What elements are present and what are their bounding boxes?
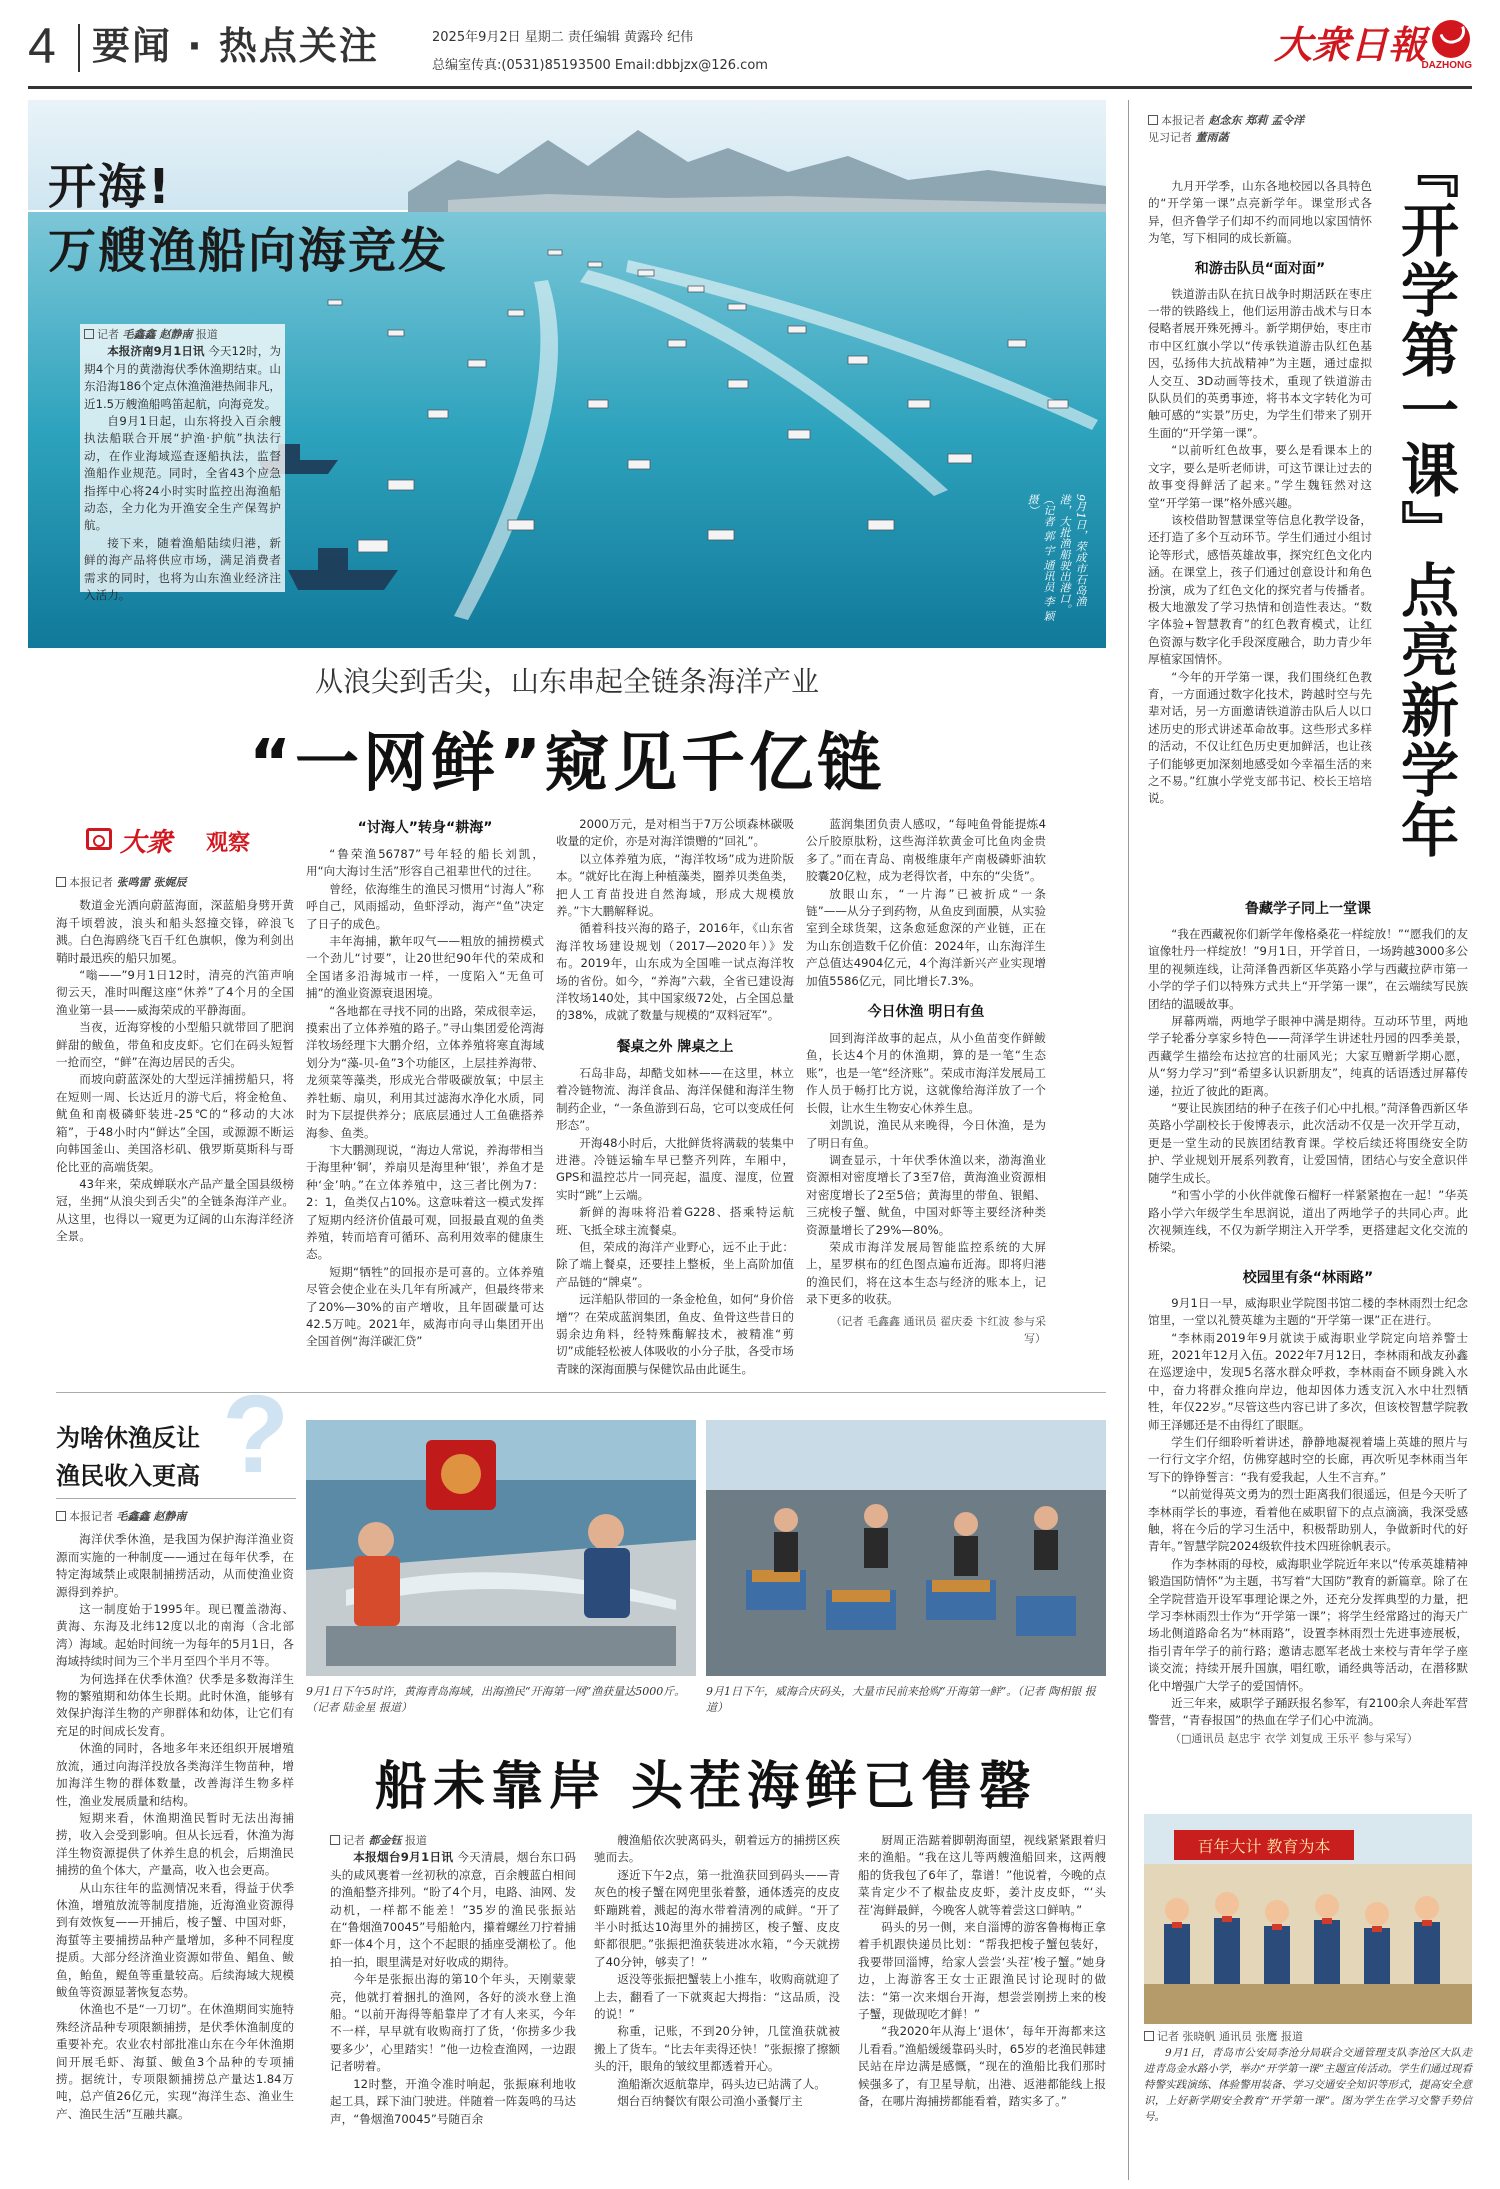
byline-box-icon: [56, 1511, 66, 1521]
paragraph: “我在西藏祝你们新学年像格桑花一样绽放！”“愿我们的友谊像牡丹一样绽放！”9月1日，开学首日，一场跨越3000多公里的视频连线，让菏泽鲁西新区华英路小学与西藏拉萨市第一小学的学子们以特殊方式共上“开学第一课”，在云端续写民族团结的温暖故事。: [1148, 927, 1468, 1011]
sidebar-title-line1: 为啥休渔反让: [56, 1424, 200, 1452]
paragraph: 2000万元，是对相当于7万公顷森林碳吸收量的定价，亦是对海洋馈赠的“回礼”。: [556, 817, 794, 849]
paragraph: 该校借助智慧课堂等信息化教学设备，还打造了多个互动环节。学生们通过小组讨论等形式，感悟英雄故事，探究红色文化内涵。在课堂上，孩子们通过创意设计和角色扮演，成为了红色文化的探究者与传播者。极大地激发了学习热情和创造性表达。“数字体验+智慧教育”的红色教育模式，让红色资源与数字化手段深度融合，助力青少年厚植家国情怀。: [1148, 512, 1372, 667]
paragraph: 放眼山东，“一片海”已被折成“一条链”——从分子到药物，从鱼皮到面膜，从实验室到全球货架，这条愈延愈深的产业链，正在为山东创造数千亿价值：2024年，山东海洋生产总值达4904亿元，4个海洋新兴产业实现增加值5586亿元，同比增长7.3%。: [806, 886, 1046, 988]
sidebar-byline: 本报记者 毛鑫鑫 赵静南: [56, 1508, 294, 1525]
photo-seafood-market: [706, 1420, 1106, 1676]
hero-photo-caption: 9月1日，荣成市石岛渔港，大批渔船驶出港口。（记者 郭 宇 通讯员 李 颖 摄）: [1026, 494, 1087, 622]
bottom-byline: 记者 都金钰 报道: [330, 1832, 576, 1849]
paragraph: 短期“牺牲”的回报亦是可喜的。立体养殖尽管会使企业在头几年有所减产，但最终带来了20%—30%的亩产增收，且年固碳量可达42.5万吨。2021年，威海市向寻山集团开出全国首例“海洋碳汇贷”: [306, 1264, 544, 1349]
camera-icon: [86, 828, 112, 850]
paragraph: 当夜，近海穿梭的小型船只就带回了肥润鲜甜的鲅鱼，带鱼和皮皮虾。它们在码头短暂一抢而空，“鲜”在海边居民的舌尖。: [56, 1020, 294, 1070]
page-number: 4: [28, 18, 56, 74]
bottom-column-3: [858, 1832, 1106, 2180]
subhead: “讨海人”转身“耕海”: [357, 820, 493, 836]
paragraph: 而坡向蔚蓝深处的大型远洋捕捞船只，将在短则一周、长达近月的游弋后，将金枪鱼、鱿鱼和南极磷虾装进-25℃的“移动的大冰箱”，于48小时内“鲜达”全国，或源源不断运向韩国釜山、美国洛杉矶、俄罗斯莫斯科与哥伦比亚的高端货架。: [56, 1072, 294, 1174]
paragraph: 蓝润集团负责人感叹，“每吨鱼骨能提炼4公斤胶原肽粉，这些海洋软黄金可比鱼肉金贵多了。”而在青岛、南极维康年产南极磷虾油软胶囊20亿粒，成为老得饮者，中东的“尖货”。: [806, 817, 1046, 884]
issue-date-line: 2025年9月2日 星期二 责任编辑 黄露玲 纪伟: [432, 30, 694, 45]
paragraph: 远洋船队带回的一条金枪鱼，如何“身价倍增”？在荣成蓝润集团，鱼皮、鱼骨这些昔日的弱余边角料，经特殊酶解技术，被精准“剪切”成能轻松被人体吸收的小分子肽，各受市场青睐的深海面膜与保健饮品由此诞生。: [556, 1292, 794, 1376]
subhead: 鲁藏学子同上一堂课: [1245, 901, 1371, 917]
vertical-headline: 『开学第一课』点亮新学年: [1391, 140, 1459, 860]
paragraph: “嗡——”9月1日12时，清亮的汽笛声响彻云天，准时叫醒这座“休养”了4个月的全国渔业第一县——威海荣成的平静海面。: [56, 968, 294, 1017]
right-byline-2: 见习记者 董雨菡: [1148, 131, 1229, 145]
paragraph: 本报烟台9月1日讯 今天清晨，烟台东口码头的咸风裹着一丝初秋的凉意，百余艘蓝白相间的渔船整齐排列。“盼了4个月，电路、油网、发动机，一样都不能差！”35岁的渔民张振站在“鲁烟渔70045”号船舱内，攥着螺丝刀拧着捕虾一体4个月，这个不起眼的插座受潮松了。他拍一拍，眼里满是对好收成的期待。: [330, 1850, 576, 1969]
header-rule: [28, 86, 1472, 89]
sidebar-title-line2: 渔民收入更高: [56, 1462, 200, 1490]
paragraph: 作为李林雨的母校，威海职业学院近年来以“传承英雄精神 锻造国防情怀”为主题，书写着“大国防”教育的新篇章。除了在全学院营造开设军事理论课之外，还充分发挥典型的力量，把学习李林雨烈士作为“开学第一课”；将学生经常路过的海天广场北侧道路命名为“林雨路”，设置李林雨烈士先进事迹展板，指引青年学子的前行路；邀请志愿军老战士来校与青年学子座谈交流；持续开展升国旗，唱红歌，诵经典等活动，在潜移默化中增强广大学子的爱国情怀。: [1148, 1556, 1468, 1693]
paragraph: 石岛非岛，却酷戈如林——在这里，林立着冷链物流、海洋食品、海洋保健和海洋生物制药企业，“一条鱼游到石岛，它可以变成任何形态”。: [556, 1065, 794, 1133]
paragraph: “以前觉得英文勇为的烈士距离我们很遥远，但是今天听了李林雨学长的事迹，看着他在威职留下的点点滴滴，我深受感触，将在今后的学习生活中，积极帮助别人，争做新时代的好青年。”智慧学院2024级软件技术四班徐帆表示。: [1148, 1487, 1468, 1554]
photo-school-caption: [1144, 2028, 1472, 2180]
paragraph: 艘渔船依次驶离码头，朝着远方的捕捞区疾驰而去。: [594, 1833, 840, 1865]
paragraph: 曾经，依海维生的渔民习惯用“讨海人”称呼自己，风雨摇动，鱼虾浮动，海产“鱼”决定了日子的成色。: [306, 881, 544, 931]
paragraph: 9月1日一早，威海职业学院图书馆二楼的李林雨烈士纪念馆里，一堂以礼赞英雄为主题的“开学第一课”正在进行。: [1148, 1295, 1468, 1328]
main-column-4: [806, 816, 1046, 1382]
hero-title-line1: 开海!: [48, 159, 172, 215]
hero-byline: 记者 毛鑫鑫 赵静南 报道: [84, 326, 281, 343]
subhead: 和游击队员“面对面”: [1194, 260, 1326, 277]
paragraph: “和雪小学的小伙伴就像石榴籽一样紧紧抱在一起！”华英路小学六年级学生牟思润说，道出了两地学子的共同心声。此次视频连线，不仅为新学期注入开学季，更搭建起文化交流的桥梁。: [1148, 1188, 1468, 1255]
paragraph: “我2020年从海上‘退休’，每年开海都来这儿看看。”渔船缓缓靠码头时，65岁的老渔民韩建民站在岸边满是感慨，“现在的渔船比我们那时候强多了，有卫星导航，出港、返港都能线上报备，在哪片海捕捞都能看着，踏实多了。”: [858, 2024, 1106, 2109]
paragraph: 称重，记账，不到20分钟，几筐渔获就被搬上了货车。“比去年卖得还快！”张振擦了擦额头的汗，眼角的皱纹里都透着开心。: [594, 2024, 840, 2074]
paragraph: “李林雨2019年9月就读于威海职业学院定向培养警士班，2021年12月入伍。2022年7月12日，李林雨和战友孙鑫在巡逻途中，发现5名落水群众呼救，李林雨奋不顾身跳入水中，奋力将群众推向岸边，他却因体力透支沉入水中壮烈牺牲，年仅22岁。”尽管这些内容已讲了多次，但该校智慧学院教师王泽娜还是不由得红了眼眶。: [1148, 1330, 1468, 1432]
paragraph: “今年的开学第一课，我们围绕红色教育，一方面通过数字化技术，跨越时空与先辈对话，另一方面邀请铁道游击队后人以口述历史的形式讲述革命故事。这些形式多样的活动，不仅让红色历史更加鲜活，也让孩子们能够更加深刻地感受如今幸福生活的来之不易。”红旗小学党支部书记、校长王培培说。: [1148, 669, 1372, 806]
paragraph: 43年来，荣成蝉联水产品产量全国县级榜冠，坐拥“从浪尖到舌尖”的全链条海洋产业。从这里，也得以一窥更为辽阔的山东海洋经济全景。: [56, 1176, 294, 1244]
right-column-upper: [1148, 178, 1372, 890]
paragraph: 铁道游击队在抗日战争时期活跃在枣庄一带的铁路线上，他们运用游击战术与日本侵略者展开殊死搏斗。新学期伊始，枣庄市市中区红旗小学以“传承铁道游击队红色基因，弘扬伟大抗战精神”为主题，通过虚拟人交互、3D动画等技术，重现了铁道游击队队员们的英勇事迹，将书本文字转化为可触可感的“实景”历史，为学生们带来了别开生面的“开学第一课”。: [1148, 286, 1372, 440]
photo-fishermen-illustration: [306, 1420, 696, 1676]
paragraph: 为何选择在伏季休渔？伏季是多数海洋生物的繁殖期和幼体生长期。此时休渔，能够有效保护海洋生物的产卵群体和幼体，让它们有充足的时间成长发育。: [56, 1671, 294, 1738]
masthead-logo-en: DAZHONG: [1421, 60, 1472, 71]
paragraph: “鲁荣渔56787”号年轻的船长刘凯，用“向大海讨生活”形容自己祖辈世代的过往。: [306, 847, 544, 879]
column-name: 观察: [206, 831, 251, 856]
photo-caption-text: 9月1日，青岛市公安局李沧分局联合交通管理支队李沧区大队走进青岛金水路小学，举办“开学第一课”主题宣传活动。学生们通过现看特警实践演练、体验警用装备、学习交通安全知识等形式，提高安全意识，上好新学期安全教育“开学第一课”。图为学生在学习交警手势信号。: [1144, 2047, 1472, 2124]
paragraph: “要让民族团结的种子在孩子们心中扎根。”菏泽鲁西新区华英路小学副校长于俊博表示，此次活动不仅是一次开学互动，更是一堂生动的民族团结教育课。学校后续还将围绕安全防护、学业规划开展系列教育，让爱国情，团结心与安全意识伴随学生成长。: [1148, 1101, 1468, 1185]
paragraph: 回到海洋故事的起点，从小鱼苗变作鲜鲅鱼，长达4个月的休渔期，算的是一笔“生态账”，也是一笔“经济账”。荣成市海洋发展局工作人员于畅打比方说，这就像给海洋放了一个长假，让水生生物安心休养生息。: [806, 1031, 1046, 1115]
paragraph: 九月开学季，山东各地校园以各具特色的“开学第一课”点亮新学年。课堂形式各异，但齐鲁学子们却不约而同地以家国情怀为笔，写下相同的成长新篇。: [1148, 179, 1372, 246]
paragraph: 调查显示，十年伏季休渔以来，渤海渔业资源相对密度增长了3至7倍，黄海渔业资源相对密度增长了2至5倍；黄海里的带鱼、银鲳、三疣梭子蟹、鱿鱼，中国对虾等主要经济种类资源量增长了29%—80%。: [806, 1152, 1046, 1237]
photo-byline: 记者 张晓帆 通讯员 张鹰 报道: [1144, 2028, 1472, 2045]
paragraph: 循着科技兴海的路子，2016年，《山东省海洋牧场建设规划（2017—2020年）》发布。2019年，山东成为全国唯一试点海洋牧场的省份。如今，“养海”六载，全省已建设海洋牧场140处，其中国家级72处，占全国总量的38%，成就了数量与规模的“双料冠军”。: [556, 921, 794, 1023]
paragraph: 刘凯说，渔民从来晚得，今日休渔，是为了明日有鱼。: [806, 1118, 1046, 1150]
paragraph: 学生们仔细聆听着讲述，静静地凝视着墙上英雄的照片与一行行文字介绍，仿佛穿越时空的长廊，再次听见李林雨当年写下的铮铮誓言：“我有爱我起，人生不言弃。”: [1148, 1434, 1468, 1484]
main-headline: “一网鲜”窥见千亿链: [248, 727, 886, 801]
subhead: 餐桌之外 牌桌之上: [616, 1038, 734, 1055]
paragraph: 丰年海捕，歉年叹气——粗放的捕捞模式一个劲儿“讨要”，让20世纪90年代的荣成和全国诸多沿海城市一样，一度陷入“无鱼可捕”的渔业资源衰退困境。: [306, 934, 544, 1001]
paragraph: 今年是张振出海的第10个年头，天刚蒙蒙亮，他就打着捆扎的渔网，各好的淡水登上渔船。“以前开海得等船靠岸了才有人来买，今年不一样，早早就有收购商打了货，‘你捞多少我要多少’，心里踏实！”他一边检查渔网，一边跟记者唠着。: [330, 1972, 576, 2074]
bottom-column-2: [594, 1832, 840, 2180]
column-divider: [1128, 100, 1129, 2180]
byline-box-icon: [1144, 2031, 1154, 2041]
subhead: 校园里有条“林雨路”: [1242, 1269, 1374, 1286]
paragraph: 休渔的同时，各地多年来还组织开展增殖放流，通过向海洋投放各类海洋生物苗种，增加海洋生物的群体数量，改善海洋生物多样性，渔业发展质量和结构。: [56, 1741, 294, 1808]
hero-article: [80, 324, 285, 603]
main-kicker: 从浪尖到舌尖，山东串起全链条海洋产业: [314, 665, 819, 698]
right-byline-block: [1148, 112, 1372, 176]
photo-fishermen-catch: [306, 1420, 696, 1676]
section-title: 要闻 · 热点关注: [92, 24, 379, 68]
main-column-3: [556, 816, 794, 1382]
paragraph: 近三年来，威职学子踊跃报名参军，有2100余人奔赴军营警营，“青春报国”的热血在学子们心中流淌。: [1148, 1696, 1468, 1728]
photo-students-illustration: [1144, 1814, 1472, 2024]
paragraph: 返没等张振把蟹装上小推车，收购商就迎了上去，翻看了一下就爽起大拇指：“这品质，没的说！”: [594, 1972, 840, 2022]
paragraph: 开海48小时后，大批鲜货将满载的装集中进港。冷链运输车早已整齐列阵，车厢中，GPS和温控芯片一同亮起，温度、湿度，位置实时“跳”上云端。: [556, 1135, 794, 1202]
main-column-2: [306, 816, 544, 1382]
section-separator: [56, 1392, 1106, 1393]
hero-paragraph: 自9月1日起，山东将投入百余艘执法船联合开展“护渔·护航”执法行动，在作业海域巡查逐船执法，监督渔船作业规范。同时，全省43个应急指挥中心将24小时实时监控出海渔船动态，全力化为开渔安全生产保驾护航。: [84, 414, 281, 533]
paragraph: 烟台百纳餐饮有限公司渔小蚤餐厅主: [617, 2094, 803, 2109]
paragraph: 海洋伏季休渔，是我国为保护海洋渔业资源而实施的一种制度——通过在每年伏季，在特定海域禁止或限制捕捞活动，从而使渔业资源得到养护。: [56, 1532, 294, 1599]
photo-market-illustration: [706, 1420, 1106, 1676]
paragraph: 新鲜的海味将沿着G228、搭乘特运航班、飞抵全球主流餐桌。: [556, 1205, 794, 1237]
paragraph: 数道金光洒向蔚蓝海面，深蓝船身劈开黄海千顷碧波，浪头和船头怒撞交锋，碎浪飞溅。白色海鸥绕飞百千红色旗帜，像为利剑出鞘时最迅疾的船只加冕。: [56, 898, 294, 965]
column-logo-text: 大衆: [120, 828, 173, 858]
sidebar-rule: [56, 1498, 296, 1499]
main-byline: 本报记者 张鸣雷 张娓辰: [56, 874, 294, 891]
paragraph: 休渔也不是“一刀切”。在休渔期间实施特殊经济品种专项限额捕捞，是伏季休渔制度的重要补充。农业农村部批准山东在今年休渔期间开展毛虾、海蜇、鲅鱼3个品种的专项捕捞。据统计，专项限额捕捞总产量达1.84万吨，总产值26亿元，实现“海洋生态、渔业生产、渔民生活”互融共赢。: [56, 2002, 294, 2121]
paragraph: 以立体养殖为底，“海洋牧场”成为进阶版本。“就好比在海上种植藻类，圈养贝类鱼类，把人工育苗投进自然海域，形成大规模放养。”卞大鹏解释说。: [556, 851, 794, 919]
hero-paragraph: 接下来，随着渔船陆续归港，新鲜的海产品将供应市场，满足消费者需求的同时，也将为山东渔业经济注入活力。: [84, 535, 281, 603]
subhead: 今日休渔 明日有鱼: [867, 1004, 985, 1021]
paragraph: 荣成市海洋发展局智能监控系统的大屏上，星罗棋布的红色图点遍布近海。即将归港的渔民们，将在这本生态与经济的账本上，记录下更多的收获。: [806, 1239, 1046, 1307]
hero-title-line2: 万艘渔船向海竞发: [48, 223, 449, 279]
paragraph: 厨周正浩踮着脚朝海面望，视线紧紧跟着归来的渔船。“我在这儿等两艘渔船回来，这两艘船的货我包了6年了，靠谱！”他说着，今晚的点菜肯定少不了椒盐皮皮虾，姜汁皮皮虾，“‘头茬’海鲜最鲜，今晚客人就等着尝这口鲜呐。”: [858, 1833, 1106, 1917]
photo-left-caption: 9月1日下午5时许，黄海青岛海域，出海渔民“开海第一网”渔获量达5000斤。（记者 陆金星 报道）: [306, 1685, 686, 1714]
sidebar-article: [56, 1508, 294, 2178]
photo-right-caption: 9月1日下午，威海合庆码头，大量市民前来抢购“开海第一鲜”。（记者 陶相银 报道）: [706, 1685, 1096, 1714]
paragraph: 12时整，开渔令准时响起，张振麻利地收起工具，踩下油门驶进。伴随着一阵轰鸣的马达声，“鲁烟渔70045”号随百余: [330, 2076, 576, 2126]
paragraph: 但，荣成的海洋产业野心，远不止于此：除了端上餐桌，还要挂上整板，坐上高阶加值产品链的“牌桌”。: [556, 1239, 794, 1289]
paragraph: 渔船渐次返航靠岸，码头边已站满了人。: [617, 2076, 826, 2091]
paragraph: “各地都在寻找不同的出路，荣成很幸运，摸索出了立体养殖的路子。”寻山集团爱伦湾海洋牧场经理卞大鹏介绍，立体养殖将寒直海域划分为“藻-贝-鱼”3个功能区，上层挂养海带、龙须菜等藻类，形成光合带吸碳放氧；中层主养牡蛎、扇贝，利用其过滤海水净化水质，同时为下层提供养分；底底层通过人工鱼礁搭养海参、鱼类。: [306, 1003, 544, 1140]
paragraph: 码头的另一侧，来自淄博的游客鲁梅梅正拿着手机跟快递员比划：“帮我把梭子蟹包装好，我要带回淄博，给家人尝尝‘头茬’梭子蟹。”她身边，上海游客王女士正跟渔民讨论现时的做法：“第一次来烟台开海，想尝尝刚捞上来的梭子蟹，现做现吃才鲜！”: [858, 1920, 1106, 2022]
right-credit: （□通讯员 赵忠宇 衣学 刘复成 王乐平 参与采写）: [1170, 1731, 1418, 1745]
byline-box-icon: [84, 329, 94, 339]
paragraph: 逐近下午2点，第一批渔获回到码头——青灰色的梭子蟹在网兜里张着螯，通体透亮的皮皮虾蹦跳着，溅起的海水带着清冽的咸鲜。“开了半小时抵达10海里外的捕捞区，梭子蟹、皮皮虾都很肥。”张振把渔获装进冰水箱，“今天就捞了40分钟，够卖了！”: [594, 1867, 840, 1969]
paragraph: “以前听红色故事，要么是看课本上的文字，要么是听老师讲，可这节课让过去的故事变得鲜活了起来。”学生魏钰然对这堂“开学第一课”格外感兴趣。: [1148, 443, 1372, 510]
photo-school-class: [1144, 1814, 1472, 2024]
paragraph: 屏幕两端，两地学子眼神中满是期待。互动环节里，两地学子轮番分享家乡特色——菏泽学生讲述牡丹园的四季美景，西藏学生描绘布达拉宫的壮丽风光；大家互赠新学期心愿，从“努力学习”到“希望多认识新朋友”，纯真的话语透过屏幕传递，拉近了彼此的距离。: [1148, 1014, 1468, 1098]
paragraph: 短期来看，休渔期渔民暂时无法出海捕捞，收入会受到影响。但从长远看，休渔为海洋生物资源提供了休养生息的机会，后期渔民捕捞的鱼个体大，产量高，收入也会更高。: [56, 1810, 294, 1878]
paragraph: 卞大鹏测现说，“海边人常说，养海带相当于海里种‘铜’，养扇贝是海里种‘银’，养鱼才是种‘金’呐。”在立体养殖中，这三者比例为7：2：1，鱼类仅占10%。这意味着这一模式发挥了短期内经济价值最可观，回报最直观的鱼类养殖，转而培育可循环、高利用效率的健康生态。: [306, 1142, 544, 1262]
main-column-1: [56, 874, 294, 1374]
bottom-headline: 船未靠岸 头茬海鲜已售罄: [374, 1757, 1038, 1817]
byline-box-icon: [330, 1835, 340, 1845]
hero-paragraph: 本报济南9月1日讯 今天12时，为期4个月的黄渤海伏季休渔期结束。山东沿海186个定点休渔渔港热闹非凡，近1.5万艘渔船鸣笛起航，向海竞发。: [84, 344, 282, 411]
column-logo: [86, 822, 286, 858]
bottom-column-1: [330, 1832, 576, 2180]
byline-box-icon: [56, 877, 66, 887]
question-mark-icon: ?: [222, 1373, 290, 1496]
main-credit: （记者 毛鑫鑫 通讯员 翟庆委 卞红波 参与采写）: [830, 1314, 1046, 1345]
paragraph: 从山东往年的监测情况来看，得益于伏季休渔，增殖放流等制度措施，近海渔业资源得到有效恢复——开捕后，梭子蟹、中国对虾，海蜇等主要捕捞品种产量增加，多种不同程度提质。大部分经济渔业资源如带鱼、鲳鱼、鲅鱼，鲐鱼，鳀鱼等重量较高。后续海域大规模鲅鱼等资源显著恢复态势。: [56, 1880, 294, 1999]
masthead-emblem-icon: [1432, 20, 1470, 58]
header-divider: [78, 24, 80, 72]
photo-banner-text: 百年大计 教育为本: [1197, 1837, 1331, 1856]
page-header: [28, 14, 1472, 84]
paragraph: 这一制度始于1995年。现已覆盖渤海、黄海、东海及北纬12度以北的南海（含北部湾）海域。起始时间统一为每年的5月1日，各海域持续时间为三个半月至四个半月不等。: [56, 1602, 294, 1669]
masthead-logo: 大衆日報: [1273, 22, 1426, 67]
contact-line: 总编室传真:(0531)85193500 Email:dbbjzx@126.com: [432, 58, 768, 73]
right-byline: 本报记者 赵念东 郑莉 孟令洋: [1148, 112, 1372, 129]
byline-box-icon: [1148, 115, 1158, 125]
